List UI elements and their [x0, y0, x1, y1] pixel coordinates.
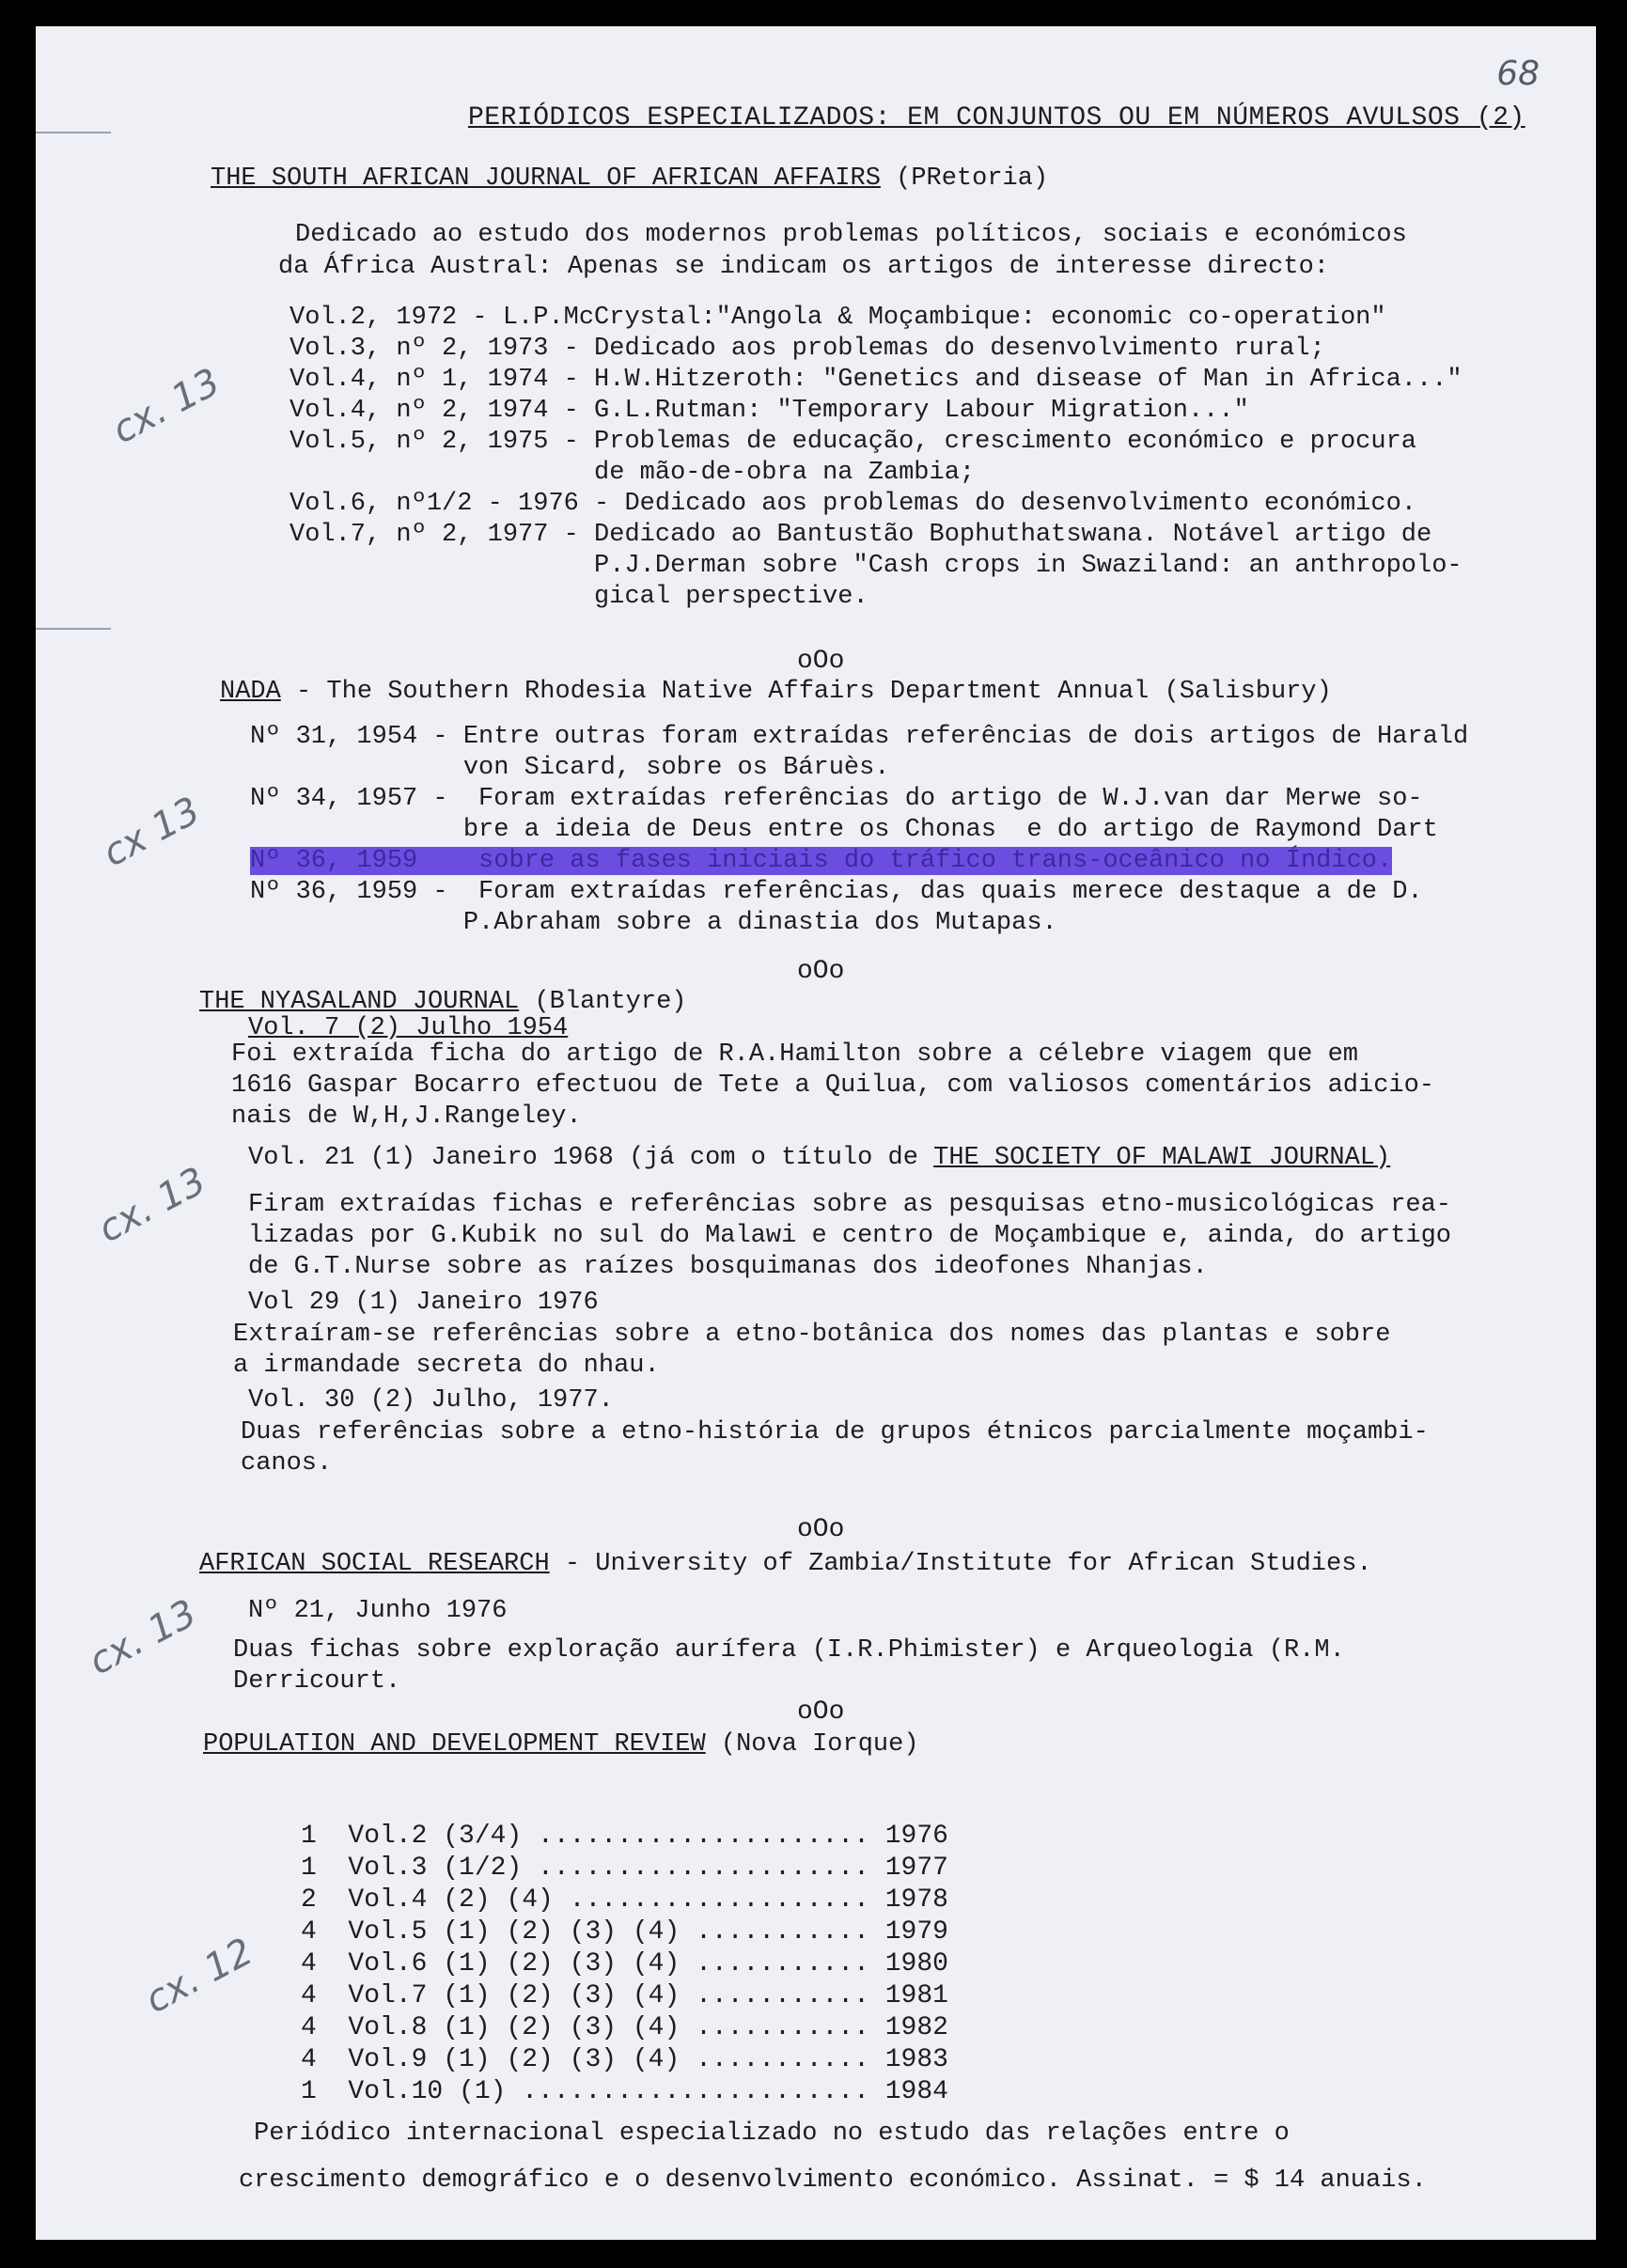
page-header: PERIÓDICOS ESPECIALIZADOS: EM CONJUNTOS OU EM NÚMEROS AVULSOS (2) — [468, 103, 1525, 133]
sajaa-entries: Vol.2, 1972 - L.P.McCrystal:"Angola & Moçambique: economic co-operation" Vol.3, nº 2, 1973 - Dedicado aos problemas do desenvolvimento rural; Vol.4, nº 1, 1974 - H.W.Hitzeroth: "Genetics and disease of Man in Africa..." Vol.4, nº 2, 1974 - G.L.Rutman: "Temporary Labour Migration..." Vol.5, nº 2, 1975 - Problemas de educação, crescimento económico e procura de mão-de-obra na Zambia; Vol.6, nº1/2 - 1976 - Dedicado aos problemas do desenvolvimento económico. Vol.7, nº 2, 1977 - Dedicado ao Bantustão Bophuthatswana. Notável artigo de P.J.Derman sobre "Cash crops in Swaziland: an anthropolo- gical perspective. — [289, 304, 1463, 611]
nyasaland-text: Duas referências sobre a etno-história de grupos étnicos parcialmente moçambi- canos. — [241, 1418, 1429, 1478]
sajaa-intro: Dedicado ao estudo dos modernos problemas políticos, sociais e económicos — [295, 221, 1407, 249]
nyasaland-issue: Vol. 30 (2) Julho, 1977. — [248, 1386, 614, 1415]
document-page — [36, 26, 1596, 2240]
separator: oOo — [797, 1515, 845, 1544]
table-row: 1 Vol.10 (1) ...................... 1984 — [301, 2077, 948, 2106]
asr-text: Duas fichas sobre exploração aurífera (I.R.Phimister) e Arqueologia (R.M. Derricourt. — [233, 1636, 1345, 1696]
separator: oOo — [797, 647, 845, 676]
nyasaland-issue: Vol. 7 (2) Julho 1954 — [248, 1014, 569, 1042]
separator: oOo — [797, 957, 845, 986]
margin-note: cx. 13 — [91, 1159, 213, 1252]
page-number: 68 — [1496, 55, 1540, 93]
section-title-nyasaland: THE NYASALAND JOURNAL (Blantyre) — [199, 988, 687, 1016]
separator: oOo — [797, 1697, 845, 1727]
section-title-nada: NADA - The Southern Rhodesia Native Affairs Department Annual (Salisbury) — [220, 678, 1332, 706]
pdr-footer: Periódico internacional especializado no estudo das relações entre o — [254, 2119, 1290, 2148]
nyasaland-text: Firam extraídas fichas e referências sobre as pesquisas etno-musicológicas rea- lizadas por G.Kubik no sul do Malawi e centro de Moçambique e, ainda, do artigo de G.T.Nurse sobre as raízes bosquimanas dos ideofones Nhanjas. — [248, 1191, 1452, 1281]
table-row: 1 Vol.2 (3/4) ..................... 1976 — [301, 1822, 948, 1851]
table-row: 4 Vol.8 (1) (2) (3) (4) ........... 1982 — [301, 2013, 948, 2042]
table-row: 2 Vol.4 (2) (4) ................... 1978 — [301, 1885, 948, 1915]
table-row: 4 Vol.9 (1) (2) (3) (4) ........... 1983 — [301, 2045, 948, 2074]
nada-entries: Nº 31, 1954 - Entre outras foram extraídas referências de dois artigos de Harald von Sicard, sobre os Báruès. Nº 34, 1957 - Foram extraídas referências do artigo de W.J.van dar Merwe so- bre a ideia de Deus entre os Chonas e do artigo de Raymond Dart Nº 36, 1959 sobre as fases iniciais do tráfico trans-oceânico no Índico. Nº 36, 1959 - Foram extraídas referências, das quais merece destaque a de D. P.Abraham sobre a dinastia dos Mutapas. — [250, 723, 1469, 937]
section-title-sajaa: THE SOUTH AFRICAN JOURNAL OF AFRICAN AFFAIRS (PRetoria) — [211, 164, 1049, 193]
nyasaland-text: Extraíram-se referências sobre a etno-botânica dos nomes das plantas e sobre a irmandade secreta do nhau. — [233, 1321, 1391, 1380]
margin-note: cx 13 — [96, 789, 208, 876]
nyasaland-issue: Vol 29 (1) Janeiro 1976 — [248, 1289, 599, 1317]
margin-tick — [36, 132, 111, 133]
section-title-pdr: POPULATION AND DEVELOPMENT REVIEW (Nova Iorque) — [203, 1730, 919, 1759]
margin-note: cx. 12 — [138, 1930, 260, 2023]
table-row: 4 Vol.7 (1) (2) (3) (4) ........... 1981 — [301, 1981, 948, 2010]
table-row: 1 Vol.3 (1/2) ..................... 1977 — [301, 1854, 948, 1883]
sajaa-intro: da África Austral: Apenas se indicam os artigos de interesse directo: — [278, 253, 1329, 281]
table-row: 4 Vol.5 (1) (2) (3) (4) ........... 1979 — [301, 1917, 948, 1947]
nyasaland-issue: Vol. 21 (1) Janeiro 1968 (já com o título de THE SOCIETY OF MALAWI JOURNAL) — [248, 1144, 1391, 1172]
margin-note: cx. 13 — [82, 1591, 204, 1684]
asr-issue: Nº 21, Junho 1976 — [248, 1597, 508, 1625]
margin-note: cx. 13 — [105, 360, 227, 453]
nyasaland-text: Foi extraída ficha do artigo de R.A.Hamilton sobre a célebre viagem que em 1616 Gaspar Bocarro efectuou de Tete a Quilua, com valiosos comentários adicio- nais de W,H,J.Rangeley. — [231, 1040, 1435, 1131]
section-title-asr: AFRICAN SOCIAL RESEARCH - University of Zambia/Institute for African Studies. — [199, 1550, 1372, 1578]
table-row: 4 Vol.6 (1) (2) (3) (4) ........... 1980 — [301, 1949, 948, 1979]
pdr-footer: crescimento demográfico e o desenvolvimento económico. Assinat. = $ 14 anuais. — [239, 2166, 1427, 2195]
margin-tick — [36, 628, 111, 630]
